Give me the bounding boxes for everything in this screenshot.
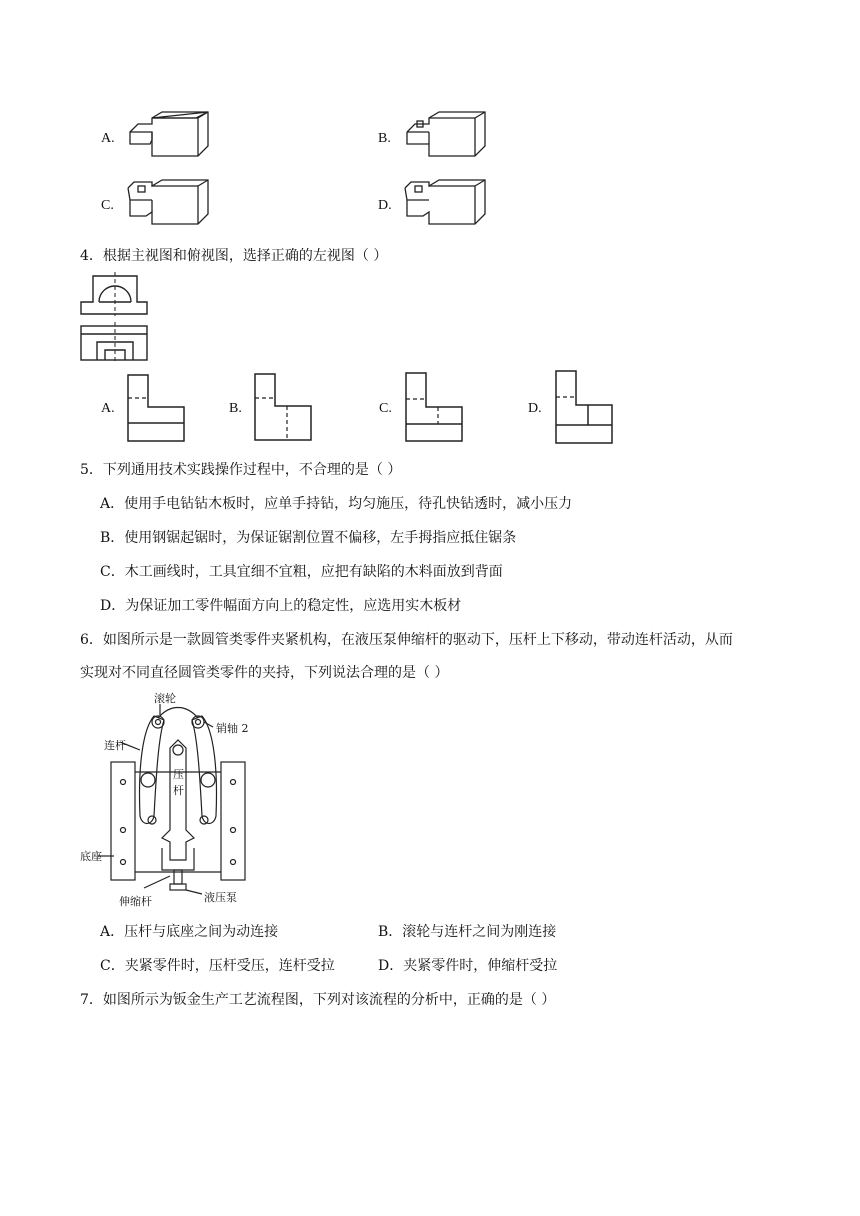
q6-stem-line2: 实现对不同直径圆管类零件的夹持，下列说法合理的是（ ） <box>80 665 449 681</box>
q4-option-c-figure <box>404 371 466 445</box>
q6-option-b[interactable]: B．滚轮与连杆之间为刚连接 <box>378 924 557 940</box>
label-base: 底座 <box>80 850 102 863</box>
q3-option-d-label[interactable]: D. <box>378 198 392 213</box>
q3-option-a-label[interactable]: A. <box>101 131 115 146</box>
q3-option-c-label[interactable]: C. <box>101 198 114 213</box>
label-press-rod-2: 杆 <box>173 784 184 797</box>
q3-option-a-figure <box>128 112 218 162</box>
q7-stem: 7．如图所示为钣金生产工艺流程图，下列对该流程的分析中，正确的是（ ） <box>80 992 556 1008</box>
q5-option-d[interactable]: D．为保证加工零件幅面方向上的稳定性，应选用实木板材 <box>100 598 462 614</box>
q6-stem-line1: 6．如图所示是一款圆管类零件夹紧机构，在液压泵伸缩杆的驱动下，压杆上下移动，带动连杆活动，从而 <box>80 632 733 648</box>
q4-option-a-label[interactable]: A. <box>101 401 115 416</box>
q4-front-top-views <box>79 272 151 364</box>
label-roller: 滚轮 <box>154 692 176 705</box>
q6-option-a[interactable]: A．压杆与底座之间为动连接 <box>100 924 279 940</box>
q4-option-b-label[interactable]: B. <box>229 401 242 416</box>
q4-option-d-label[interactable]: D. <box>528 401 542 416</box>
q4-option-c-label[interactable]: C. <box>379 401 392 416</box>
q4-option-b-figure <box>253 372 315 444</box>
label-press-rod-1: 压 <box>173 768 184 781</box>
q5-option-a[interactable]: A．使用手电钻钻木板时，应单手持钻，均匀施压，待孔快钻透时，减小压力 <box>100 496 573 512</box>
q4-option-a-figure <box>126 373 188 445</box>
q3-option-b-label[interactable]: B. <box>378 131 391 146</box>
q5-stem: 5．下列通用技术实践操作过程中，不合理的是（ ） <box>80 462 402 478</box>
q5-option-c[interactable]: C．木工画线时，工具宜细不宜粗，应把有缺陷的木料面放到背面 <box>100 564 503 580</box>
q4-stem: 4．根据主视图和俯视图，选择正确的左视图（ ） <box>80 248 388 264</box>
label-telescopic-rod: 伸缩杆 <box>119 895 152 908</box>
q4-option-d-figure <box>554 369 616 447</box>
q3-option-c-figure <box>128 180 218 230</box>
q3-option-b-figure <box>405 112 495 162</box>
q6-option-d[interactable]: D．夹紧零件时，伸缩杆受拉 <box>378 958 558 974</box>
label-hydraulic-pump: 液压泵 <box>204 891 237 904</box>
q5-option-b[interactable]: B．使用钢锯起锯时，为保证锯割位置不偏移，左手拇指应抵住锯条 <box>100 530 517 546</box>
q6-option-c[interactable]: C．夹紧零件时，压杆受压，连杆受拉 <box>100 958 335 974</box>
label-pin2: 销轴 2 <box>216 722 249 735</box>
q3-option-d-figure <box>405 180 495 230</box>
label-link: 连杆 <box>104 739 126 752</box>
